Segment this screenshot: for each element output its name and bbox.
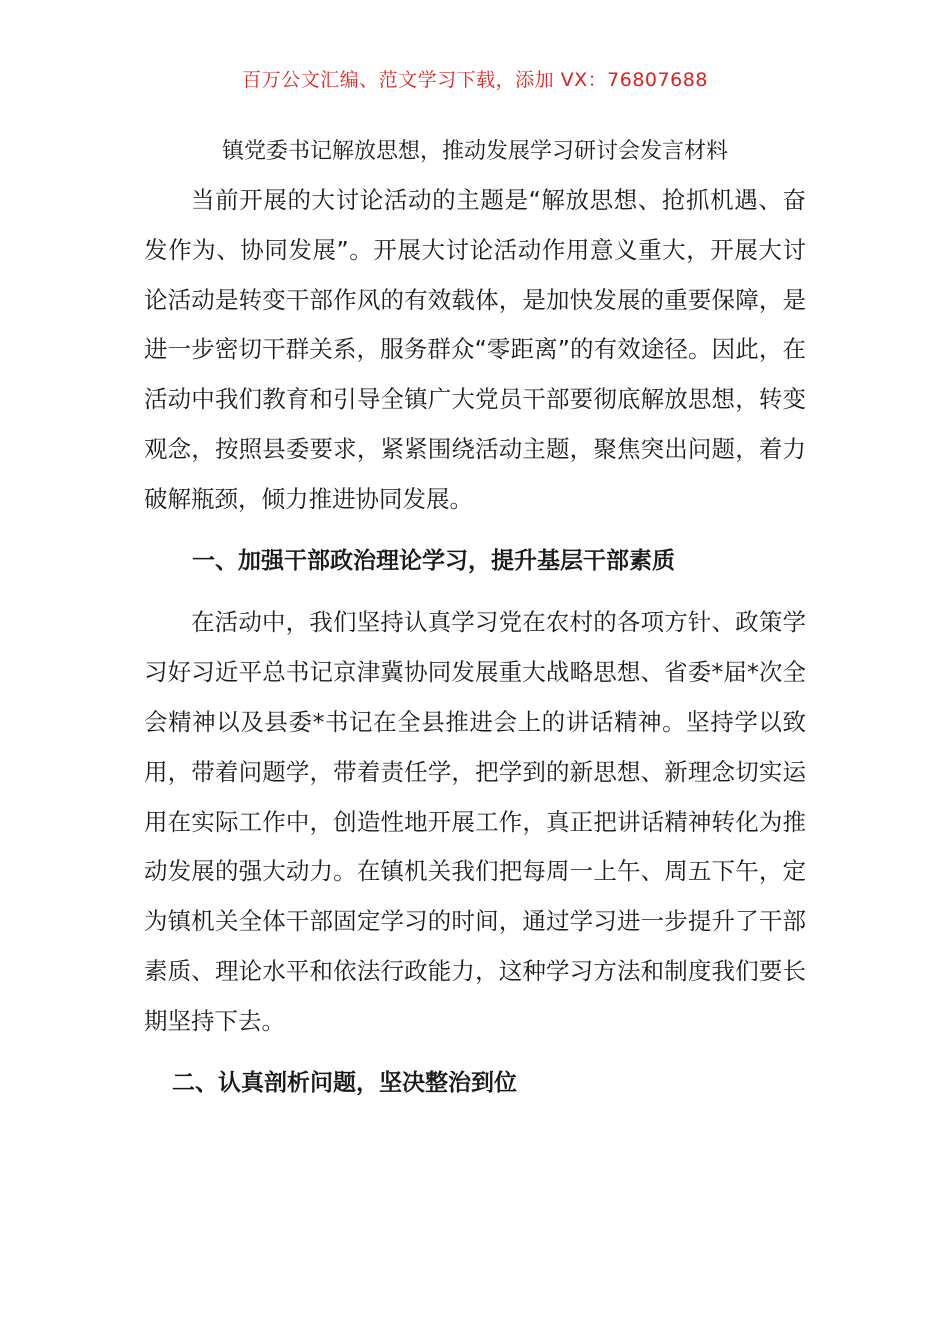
document-body [144, 176, 806, 1108]
section-1-heading: 一、加强干部政治理论学习，提升基层干部素质 [192, 547, 675, 574]
intro-paragraph: 当前开展的大讨论活动的主题是“解放思想、抢抓机遇、奋发作为、协同发展”。开展大讨论活动作用意义重大，开展大讨论活动是转变干部作风的有效载体，是加快发展的重要保障，是进一步密切干群关系，服务群众“零距离”的有效途径。因此，在活动中我们教育和引导全镇广大党员干部要彻底解放思想，转变观念，按照县委要求，紧紧围绕活动主题，聚焦突出问题，着力破解瓶颈，倾力推进协同发展。 [144, 186, 806, 513]
section-1-paragraph: 在活动中，我们坚持认真学习党在农村的各项方针、政策学习好习近平总书记京津冀协同发展重大战略思想、省委*届*次全会精神以及县委*书记在全县推进会上的讲话精神。坚持学以致用，带着问题学，带着责任学，把学到的新思想、新理念切实运用在实际工作中，创造性地开展工作，真正把讲话精神转化为推动发展的强大动力。在镇机关我们把每周一上午、周五下午，定为镇机关全体干部固定学习的时间，通过学习进一步提升了干部素质、理论水平和依法行政能力，这种学习方法和制度我们要长期坚持下去。 [144, 608, 806, 1035]
section-2-heading: 二、认真剖析问题，坚决整治到位 [172, 1069, 517, 1096]
document-title: 镇党委书记解放思想，推动发展学习研讨会发言材料 [221, 139, 728, 164]
watermark-banner: 百万公文汇编、范文学习下载，添加 VX：76807688 [242, 69, 708, 91]
